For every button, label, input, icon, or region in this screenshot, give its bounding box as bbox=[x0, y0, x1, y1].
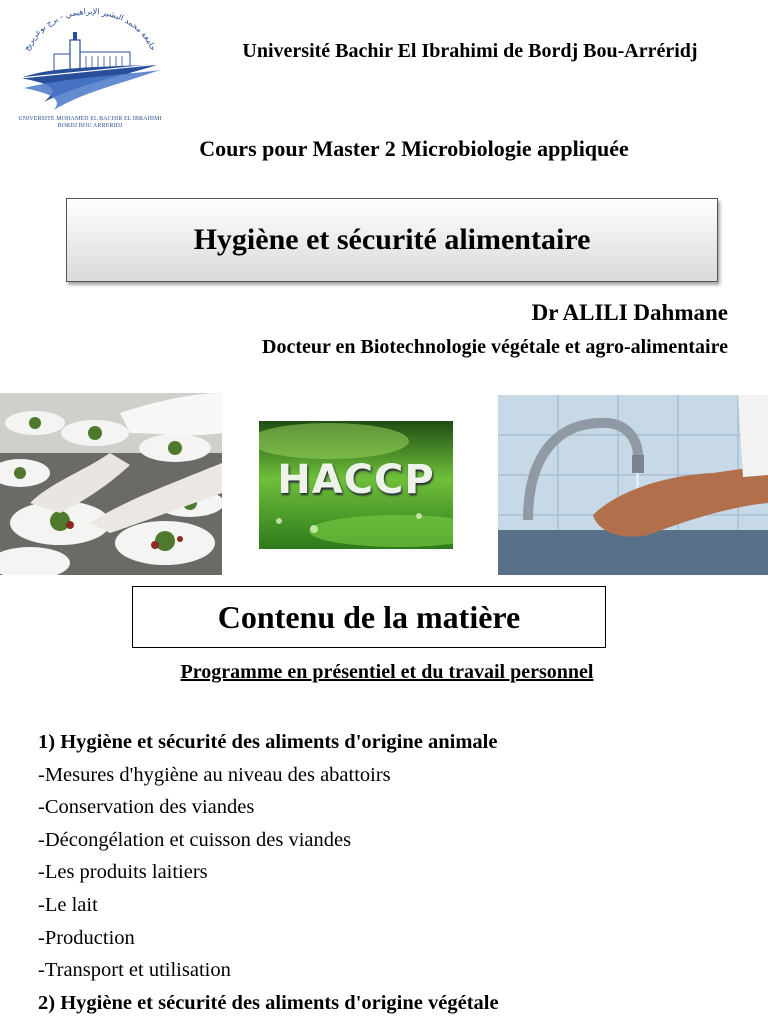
author-name: Dr ALILI Dahmane bbox=[531, 300, 728, 325]
university-emblem-icon bbox=[14, 6, 166, 116]
logo-arabic-text: جامعة محمد البشير الإبراهيمي - برج بوعريريج bbox=[22, 6, 158, 53]
document-title-box bbox=[66, 198, 718, 282]
course-title: Cours pour Master 2 Microbiologie appliquée bbox=[199, 136, 629, 161]
content-heading-box bbox=[132, 586, 606, 648]
logo-caption-line1: UNIVERSITE MOHAMED EL BACHIR EL IBRAHIMI bbox=[18, 116, 162, 122]
list-item: 2) Hygiène et sécurité des aliments d'origine végétale bbox=[38, 991, 499, 1014]
content-list bbox=[38, 726, 758, 1019]
hand-washing-photo bbox=[498, 395, 768, 575]
kitchen-plating-photo bbox=[0, 393, 222, 575]
list-item: -Le lait bbox=[38, 893, 98, 916]
university-logo bbox=[14, 6, 166, 142]
content-heading: Contenu de la matière bbox=[217, 598, 521, 635]
logo-caption-line2: BORDJ BOU ARRERIDJ bbox=[57, 123, 123, 129]
list-item: -Décongélation et cuisson des viandes bbox=[38, 828, 352, 851]
list-item: 1) Hygiène et sécurité des aliments d'origine animale bbox=[38, 731, 498, 753]
list-item: -Transport et utilisation bbox=[38, 959, 231, 982]
document-title: Hygiène et sécurité alimentaire bbox=[193, 223, 591, 256]
author-title: Docteur en Biotechnologie végétale et agro-alimentaire bbox=[262, 336, 728, 358]
list-item: -Mesures d'hygiène au niveau des abattoirs bbox=[38, 763, 391, 786]
list-item: -Conservation des viandes bbox=[38, 796, 255, 819]
university-name: Université Bachir El Ibrahimi de Bordj Bou-Arréridj bbox=[242, 40, 698, 62]
list-item: -Les produits laitiers bbox=[38, 861, 208, 884]
list-item: -Production bbox=[38, 926, 135, 949]
svg-text:جامعة محمد البشير الإبراهيمي - bbox=[22, 7, 158, 52]
haccp-banner-image bbox=[259, 421, 453, 549]
programme-subtitle: Programme en présentiel et du travail personnel bbox=[180, 661, 594, 683]
haccp-label: HACCP bbox=[277, 457, 435, 503]
